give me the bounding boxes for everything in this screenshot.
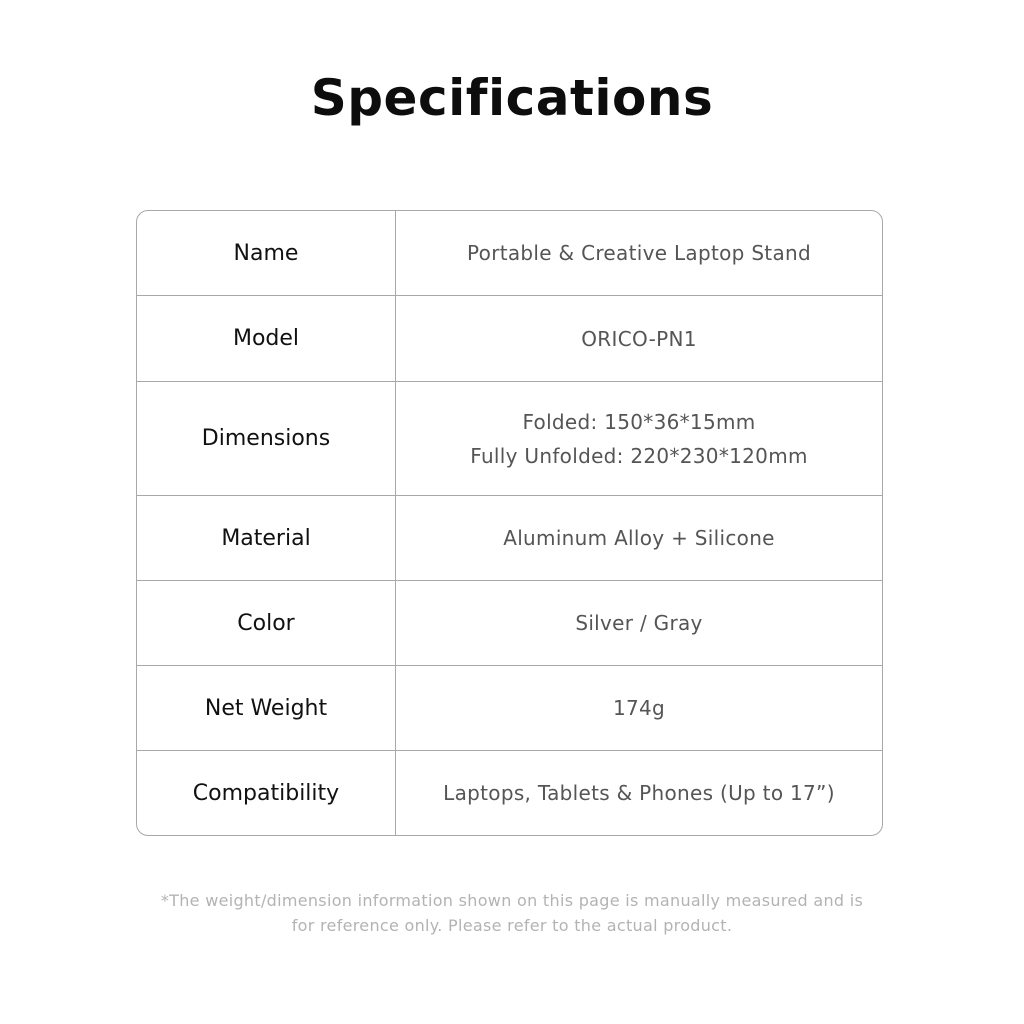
spec-value: 174g <box>612 696 666 720</box>
spec-row-dimensions <box>137 382 882 496</box>
spec-value-cell <box>396 666 882 750</box>
spec-row-net-weight <box>137 666 882 751</box>
spec-value: Portable & Creative Laptop Stand <box>467 241 811 265</box>
spec-label: Name <box>137 211 396 295</box>
spec-row-material <box>137 496 882 581</box>
spec-value: Aluminum Alloy + Silicone <box>503 526 775 550</box>
spec-value: Laptops, Tablets & Phones (Up to 17”) <box>443 781 835 805</box>
spec-label: Model <box>137 296 396 381</box>
spec-value-cell <box>396 296 882 381</box>
spec-label: Compatibility <box>137 751 396 835</box>
spec-row-compatibility <box>137 751 882 835</box>
spec-value: Silver / Gray <box>575 611 703 635</box>
footnote-line: for reference only. Please refer to the actual product. <box>291 916 733 935</box>
spec-value: Fully Unfolded: 220*230*120mm <box>470 443 808 468</box>
page-title: Specifications <box>310 69 714 127</box>
spec-row-name <box>137 211 882 296</box>
spec-row-model <box>137 296 882 382</box>
spec-label: Net Weight <box>137 666 396 750</box>
spec-label: Material <box>137 496 396 580</box>
spec-value-cell <box>396 382 882 495</box>
spec-label: Color <box>137 581 396 665</box>
spec-value: ORICO-PN1 <box>581 326 697 351</box>
spec-value-cell <box>396 581 882 665</box>
footnote <box>112 888 912 938</box>
spec-value-cell <box>396 211 882 295</box>
spec-value-cell <box>396 496 882 580</box>
spec-label: Dimensions <box>137 382 396 495</box>
spec-value-cell <box>396 751 882 835</box>
spec-table <box>136 210 883 836</box>
footnote-line: *The weight/dimension information shown on this page is manually measured and is <box>160 891 864 910</box>
spec-row-color <box>137 581 882 666</box>
spec-value: Folded: 150*36*15mm <box>522 409 756 434</box>
